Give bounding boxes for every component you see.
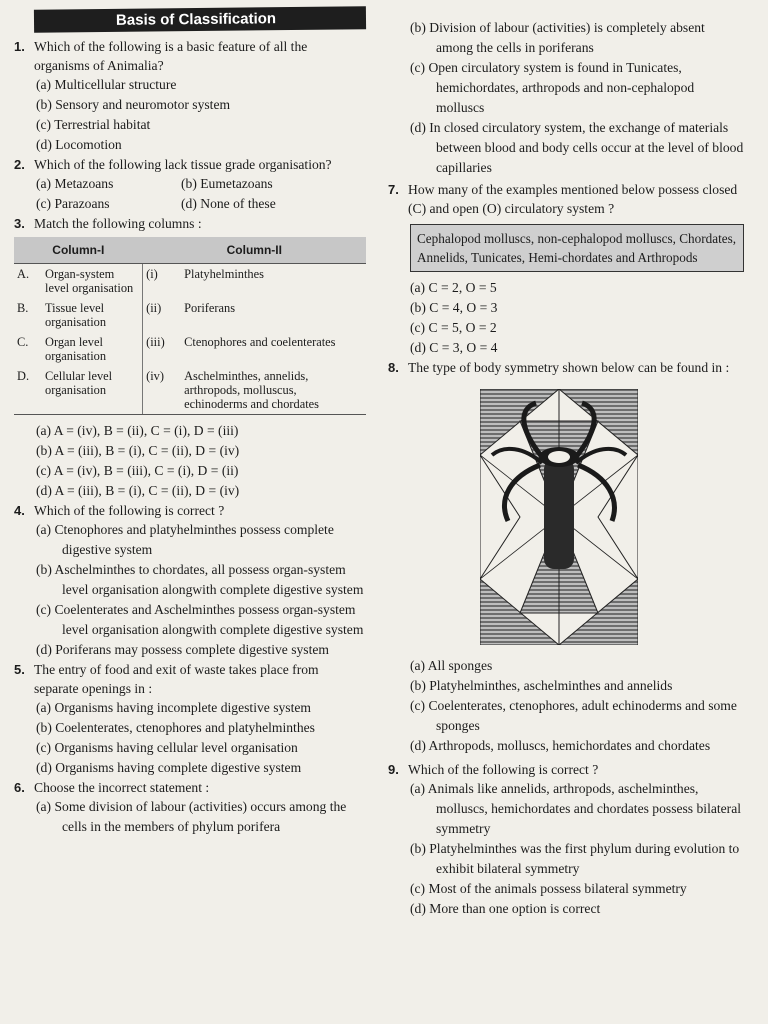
question-number: 6.: [14, 780, 25, 795]
option: (a) A = (iv), B = (ii), C = (i), D = (iii): [36, 423, 239, 438]
option: (d) C = 3, O = 4: [410, 340, 498, 355]
option: (a) Metazoans: [36, 176, 114, 191]
question-number: 8.: [388, 360, 399, 375]
option: (d) Organisms having complete digestive system: [36, 760, 302, 775]
option: (a) Organisms having incomplete digestive system: [36, 700, 311, 715]
option: (d) Poriferans may possess complete digestive system: [36, 642, 329, 657]
question-text: The type of body symmetry shown below can be found in :: [408, 360, 730, 375]
option: (c) Organisms having cellular level organisation: [36, 740, 298, 755]
table-row: [14, 298, 366, 332]
option: (a) Some division of labour (activities) occurs among the cells in the members of phylum porifera: [36, 799, 347, 834]
option: (b) Eumetazoans: [181, 176, 273, 191]
column-1-cell: Tissue level organisation: [42, 298, 143, 332]
question-3: [14, 214, 366, 501]
option: (c) Parazoans: [36, 196, 110, 211]
match-table: [14, 237, 366, 415]
row-letter: C.: [17, 335, 29, 349]
option: (b) A = (iii), B = (i), C = (ii), D = (iv): [36, 443, 240, 458]
row-roman: (ii): [146, 301, 162, 315]
question-number: 1.: [14, 39, 25, 54]
row-letter: D.: [14, 366, 42, 415]
question-text: The entry of food and exit of waste takes place from separate openings in :: [34, 662, 319, 696]
question-2: [14, 155, 366, 214]
question-text: Which of the following is correct ?: [34, 503, 225, 518]
option: (c) Coelenterates and Aschelminthes possess organ-system level organisation alongwith complete digestive system: [36, 602, 364, 637]
option: (c) Coelenterates, ctenophores, adult echinoderms and some sponges: [410, 698, 737, 733]
row-roman: (iv): [143, 366, 182, 415]
option: (b) Platyhelminthes was the first phylum during evolution to exhibit bilateral symmetry: [410, 841, 740, 876]
question-7: [388, 180, 744, 358]
option: (b) C = 4, O = 3: [410, 300, 498, 315]
option: (b) Coelenterates, ctenophores and platyhelminthes: [36, 720, 315, 735]
column-1-cell: Organ level organisation: [42, 332, 143, 366]
question-text: How many of the examples mentioned below possess closed (C) and open (O) circulatory system ?: [408, 182, 738, 216]
option: (a) Ctenophores and platyhelminthes possess complete digestive system: [36, 522, 334, 557]
option: (c) Most of the animals possess bilateral symmetry: [410, 881, 687, 896]
column-1-cell: Cellular level organisation: [42, 366, 143, 415]
option: (d) Arthropods, molluscs, hemichordates and chordates: [410, 738, 711, 753]
section-title: Basis of Classification: [34, 6, 366, 32]
column-1-cell: Organ-system level organisation: [42, 264, 143, 299]
question-number: 3.: [14, 216, 25, 231]
left-column: [14, 8, 366, 837]
question-text: Which of the following is correct ?: [408, 762, 599, 777]
question-8: [388, 358, 744, 756]
question-number: 5.: [14, 662, 25, 677]
row-roman: (i): [146, 267, 158, 281]
question-number: 2.: [14, 157, 25, 172]
option: (b) Platyhelminthes, aschelminthes and annelids: [410, 678, 673, 693]
option: (c) Open circulatory system is found in Tunicates, hemichordates, arthropods and non-cephalopod molluscs: [410, 60, 695, 115]
question-1: [14, 37, 366, 155]
question-text: Choose the incorrect statement :: [34, 780, 210, 795]
option: (c) A = (iv), B = (iii), C = (i), D = (ii): [36, 463, 239, 478]
table-row: [14, 264, 366, 299]
option: (a) C = 2, O = 5: [410, 280, 497, 295]
column-2-cell: Poriferans: [184, 301, 236, 315]
examples-box: Cephalopod molluscs, non-cephalopod molluscs, Chordates, Annelids, Tunicates, Hemi-chordates and Arthropods: [410, 224, 744, 272]
option: (b) Aschelminthes to chordates, all possess organ-system level organisation alongwith complete digestive system: [36, 562, 364, 597]
table-row: [14, 332, 366, 366]
option: (d) None of these: [181, 196, 276, 211]
option: (c) C = 5, O = 2: [410, 320, 497, 335]
question-6: [14, 778, 366, 837]
row-letter: A.: [17, 267, 30, 281]
option: (c) Terrestrial habitat: [36, 117, 151, 132]
option: (b) Division of labour (activities) is completely absent among the cells in poriferans: [410, 20, 705, 55]
question-number: 9.: [388, 762, 399, 777]
column-2-cell: Platyhelminthes: [184, 267, 264, 281]
radial-symmetry-figure: [480, 389, 638, 645]
option: (d) Locomotion: [36, 137, 122, 152]
question-4: [14, 501, 366, 660]
column-2-header: Column-II: [143, 237, 366, 264]
option: (d) In closed circulatory system, the exchange of materials between blood and body cells occur at the level of blood capillaries: [410, 120, 744, 175]
option: (a) Multicellular structure: [36, 77, 177, 92]
question-number: 7.: [388, 182, 399, 197]
question-text: Match the following columns :: [34, 216, 202, 231]
option: (a) Animals like annelids, arthropods, aschelminthes, molluscs, hemichordates and chordates possess bilateral symmetry: [410, 781, 742, 836]
question-number: 4.: [14, 503, 25, 518]
column-2-cell: Aschelminthes, annelids, arthropods, molluscus, echinoderms and chordates: [181, 366, 366, 415]
table-row: [14, 366, 366, 415]
option: (a) All sponges: [410, 658, 493, 673]
question-5: [14, 660, 366, 778]
question-text: Which of the following lack tissue grade organisation?: [34, 157, 332, 172]
column-1-header: Column-I: [14, 237, 143, 264]
option: (d) More than one option is correct: [410, 901, 601, 916]
row-roman: (iii): [146, 335, 165, 349]
column-2-cell: Ctenophores and coelenterates: [184, 335, 336, 349]
question-6-continued: [388, 18, 744, 178]
question-9: [388, 760, 744, 919]
question-text: Which of the following is a basic feature of all the organisms of Animalia?: [34, 39, 308, 73]
option: (b) Sensory and neuromotor system: [36, 97, 231, 112]
row-letter: B.: [17, 301, 29, 315]
option: (d) A = (iii), B = (i), C = (ii), D = (iv): [36, 483, 240, 498]
right-column: [388, 18, 744, 919]
